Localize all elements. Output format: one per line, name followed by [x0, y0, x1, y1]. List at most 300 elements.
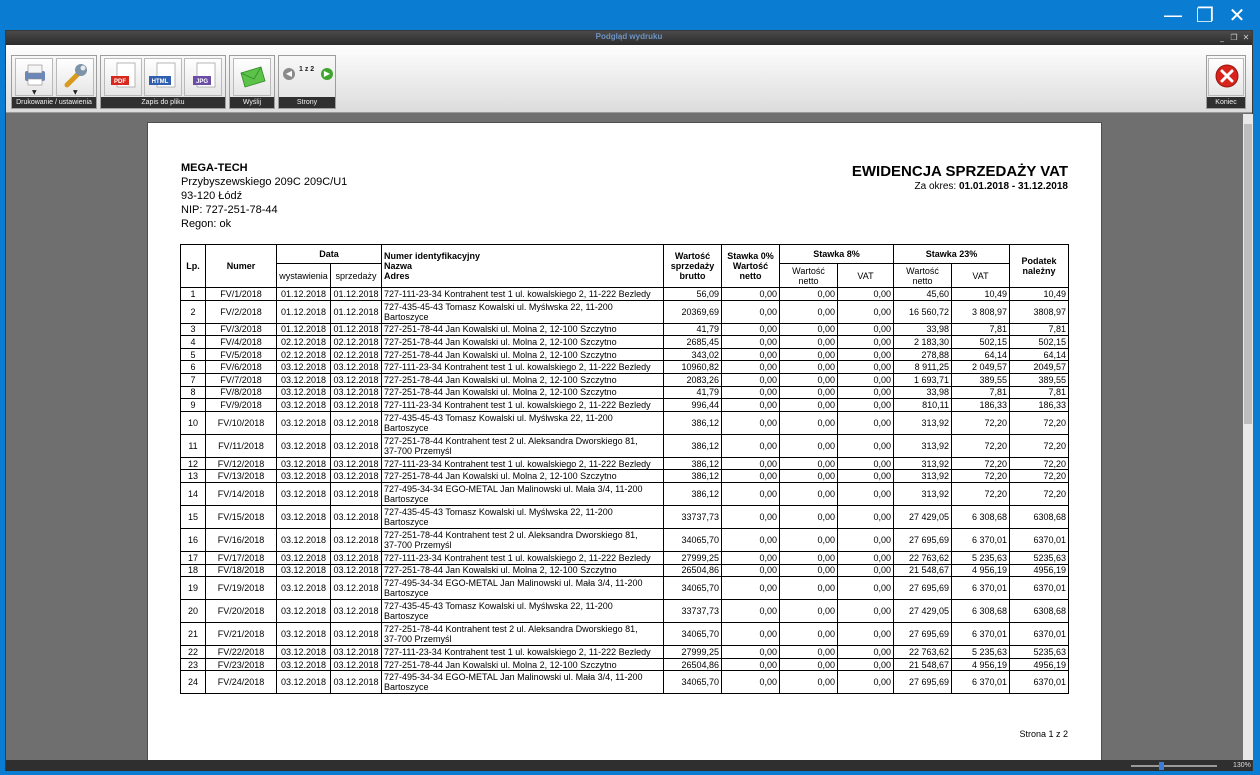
table-row — [181, 658, 1069, 671]
row-podatek: 72,20 — [1010, 434, 1069, 457]
row-brutto: 33737,73 — [664, 505, 722, 528]
row-podatek: 7,81 — [1010, 386, 1069, 399]
row-vat-23: 72,20 — [952, 482, 1010, 505]
row-stawka-0: 0,00 — [722, 482, 780, 505]
row-kontrahent — [382, 505, 664, 528]
row-kontrahent-line2: 37-700 Przemyśl — [384, 634, 452, 645]
row-vat-23: 4 956,19 — [952, 564, 1010, 577]
row-brutto: 386,12 — [664, 411, 722, 434]
row-kontrahent-line2: Bartoszyce — [384, 682, 429, 693]
send-button[interactable] — [233, 58, 271, 96]
row-stawka-0: 0,00 — [722, 564, 780, 577]
row-brutto: 27999,25 — [664, 551, 722, 564]
exit-button[interactable] — [1208, 58, 1244, 96]
row-stawka-0: 0,00 — [722, 577, 780, 600]
vertical-scroll-thumb[interactable] — [1244, 124, 1252, 424]
col-podatek-line2: należny — [1022, 266, 1056, 276]
table-row — [181, 457, 1069, 470]
col-vat-8: VAT — [838, 264, 894, 288]
row-kontrahent-line1: 727-251-78-44 Jan Kowalski ul. Molna 2, 12-100 Szczytno — [384, 387, 617, 398]
row-kontrahent-line1: 727-251-78-44 Jan Kowalski ul. Molna 2, 12-100 Szczytno — [384, 471, 617, 482]
row-stawka-0: 0,00 — [722, 457, 780, 470]
company-regon: Regon: ok — [181, 218, 232, 230]
row-kontrahent-line1: 727-111-23-34 Kontrahent test 1 ul. kowalskiego 2, 11-222 Bezledy — [384, 362, 651, 373]
save-to-file-caption: Zapis do pliku — [101, 97, 225, 108]
row-stawka-0: 0,00 — [722, 288, 780, 301]
row-netto-23: 313,92 — [894, 434, 952, 457]
row-lp: 20 — [181, 600, 206, 623]
row-netto-8: 0,00 — [780, 288, 838, 301]
table-row — [181, 528, 1069, 551]
row-podatek: 6370,01 — [1010, 671, 1069, 694]
row-brutto: 2685,45 — [664, 336, 722, 349]
os-restore-button[interactable]: ❐ — [1196, 3, 1214, 27]
row-kontrahent-line2: 37-700 Przemyśl — [384, 445, 452, 456]
row-lp: 8 — [181, 386, 206, 399]
row-vat-23: 502,15 — [952, 336, 1010, 349]
pages-caption: Strony — [279, 97, 335, 108]
row-kontrahent-line1: 727-251-78-44 Jan Kowalski ul. Molna 2, 12-100 Szczytno — [384, 374, 617, 385]
row-lp: 10 — [181, 411, 206, 434]
window-close-button[interactable]: ✕ — [1242, 33, 1250, 42]
row-sprzedazy: 03.12.2018 — [331, 399, 382, 412]
row-wystawienia: 03.12.2018 — [277, 457, 331, 470]
row-podatek: 389,55 — [1010, 373, 1069, 386]
row-numer: FV/12/2018 — [206, 457, 277, 470]
col-nazwa-label: Nazwa — [384, 261, 413, 271]
row-kontrahent-line2: Bartoszyce — [384, 422, 429, 433]
row-wystawienia: 03.12.2018 — [277, 658, 331, 671]
pdf-file-icon — [105, 59, 143, 93]
row-vat-8: 0,00 — [838, 623, 894, 646]
table-row — [181, 646, 1069, 659]
row-kontrahent — [382, 600, 664, 623]
row-lp: 1 — [181, 288, 206, 301]
row-numer: FV/5/2018 — [206, 348, 277, 361]
col-stawka-0-line1: Stawka 0% — [727, 251, 774, 261]
print-dropdown-icon[interactable]: ▼ — [32, 89, 37, 96]
save-jpg-button[interactable] — [184, 58, 222, 96]
row-wystawienia: 03.12.2018 — [277, 411, 331, 434]
row-kontrahent-line2: Bartoszyce — [384, 588, 429, 599]
row-podatek: 6308,68 — [1010, 505, 1069, 528]
col-data: Data — [277, 245, 382, 264]
row-lp: 16 — [181, 528, 206, 551]
save-pdf-button[interactable] — [104, 58, 142, 96]
row-wystawienia: 03.12.2018 — [277, 646, 331, 659]
col-netto-8-line1: Wartość — [792, 265, 825, 276]
row-brutto: 34065,70 — [664, 671, 722, 694]
company-name: MEGA-TECH — [181, 162, 248, 174]
row-kontrahent — [382, 646, 664, 659]
row-netto-23: 1 693,71 — [894, 373, 952, 386]
row-netto-8: 0,00 — [780, 671, 838, 694]
row-stawka-0: 0,00 — [722, 386, 780, 399]
row-kontrahent-line1: 727-111-23-34 Kontrahent test 1 ul. kowalskiego 2, 11-222 Bezledy — [384, 552, 651, 563]
print-settings-caption: Drukowanie / ustawienia — [12, 97, 96, 108]
row-sprzedazy: 03.12.2018 — [331, 658, 382, 671]
row-sprzedazy: 03.12.2018 — [331, 457, 382, 470]
table-row — [181, 386, 1069, 399]
row-vat-8: 0,00 — [838, 300, 894, 323]
table-row — [181, 564, 1069, 577]
window-title: Podgląd wydruku — [595, 32, 663, 41]
row-vat-23: 5 235,63 — [952, 551, 1010, 564]
row-lp: 17 — [181, 551, 206, 564]
row-lp: 22 — [181, 646, 206, 659]
report-period — [915, 181, 1069, 192]
row-vat-8: 0,00 — [838, 361, 894, 374]
col-podatek-line1: Podatek — [1021, 256, 1057, 266]
row-sprzedazy: 03.12.2018 — [331, 528, 382, 551]
row-brutto: 343,02 — [664, 348, 722, 361]
period-label: Za okres: — [914, 181, 957, 192]
row-kontrahent — [382, 288, 664, 301]
row-sprzedazy: 03.12.2018 — [331, 470, 382, 483]
window-restore-button[interactable]: ❐ — [1230, 33, 1238, 42]
col-lp: Lp. — [181, 245, 206, 288]
row-brutto: 41,79 — [664, 323, 722, 336]
row-podatek: 4956,19 — [1010, 658, 1069, 671]
row-sprzedazy: 01.12.2018 — [331, 323, 382, 336]
svg-text:HTML: HTML — [151, 79, 169, 85]
close-circle-icon — [1209, 59, 1245, 93]
row-numer: FV/14/2018 — [206, 482, 277, 505]
row-stawka-0: 0,00 — [722, 671, 780, 694]
row-stawka-0: 0,00 — [722, 623, 780, 646]
row-wystawienia: 01.12.2018 — [277, 300, 331, 323]
row-kontrahent-line1: 727-251-78-44 Jan Kowalski ul. Molna 2, 12-100 Szczytno — [384, 324, 617, 335]
row-wystawienia: 02.12.2018 — [277, 348, 331, 361]
os-minimize-button[interactable]: — — [1163, 3, 1183, 27]
col-brutto-line2: sprzedaży — [670, 261, 715, 271]
row-kontrahent-line2: Bartoszyce — [384, 311, 429, 322]
zoom-slider-handle[interactable] — [1159, 762, 1164, 770]
table-row — [181, 577, 1069, 600]
row-wystawienia: 03.12.2018 — [277, 399, 331, 412]
row-wystawienia: 03.12.2018 — [277, 528, 331, 551]
col-kontrahent — [382, 245, 664, 288]
row-vat-8: 0,00 — [838, 386, 894, 399]
row-stawka-0: 0,00 — [722, 323, 780, 336]
row-brutto: 2083,26 — [664, 373, 722, 386]
row-kontrahent-line1: 727-251-78-44 Jan Kowalski ul. Molna 2, 12-100 Szczytno — [384, 336, 617, 347]
row-netto-8: 0,00 — [780, 386, 838, 399]
row-kontrahent — [382, 434, 664, 457]
row-vat-8: 0,00 — [838, 564, 894, 577]
row-vat-8: 0,00 — [838, 399, 894, 412]
row-sprzedazy: 01.12.2018 — [331, 300, 382, 323]
row-lp: 13 — [181, 470, 206, 483]
row-lp: 12 — [181, 457, 206, 470]
row-vat-23: 186,33 — [952, 399, 1010, 412]
row-podatek: 64,14 — [1010, 348, 1069, 361]
row-netto-8: 0,00 — [780, 373, 838, 386]
row-wystawienia: 03.12.2018 — [277, 623, 331, 646]
row-vat-23: 6 308,68 — [952, 600, 1010, 623]
row-numer: FV/13/2018 — [206, 470, 277, 483]
previous-page-button[interactable]: ◀ — [283, 68, 295, 80]
row-kontrahent-line1: 727-495-34-34 EGO-METAL Jan Malinowski ul. Mała 3/4, 11-200 — [384, 672, 643, 683]
row-kontrahent-line1: 727-251-78-44 Kontrahent test 2 ul. Aleksandra Dworskiego 81, — [384, 529, 638, 540]
row-numer: FV/21/2018 — [206, 623, 277, 646]
row-vat-8: 0,00 — [838, 373, 894, 386]
row-netto-8: 0,00 — [780, 646, 838, 659]
row-podatek: 6308,68 — [1010, 600, 1069, 623]
row-podatek: 6370,01 — [1010, 577, 1069, 600]
row-podatek: 10,49 — [1010, 288, 1069, 301]
row-vat-8: 0,00 — [838, 505, 894, 528]
exit-caption: Koniec — [1207, 97, 1245, 108]
row-netto-8: 0,00 — [780, 505, 838, 528]
row-lp: 5 — [181, 348, 206, 361]
row-sprzedazy: 03.12.2018 — [331, 600, 382, 623]
table-row — [181, 505, 1069, 528]
settings-button[interactable] — [56, 58, 94, 96]
row-sprzedazy: 03.12.2018 — [331, 564, 382, 577]
row-netto-8: 0,00 — [780, 658, 838, 671]
col-brutto — [664, 245, 722, 288]
row-kontrahent-line1: 727-251-78-44 Jan Kowalski ul. Molna 2, 12-100 Szczytno — [384, 349, 617, 360]
row-kontrahent — [382, 470, 664, 483]
row-wystawienia: 03.12.2018 — [277, 482, 331, 505]
save-html-button[interactable] — [144, 58, 182, 96]
row-sprzedazy: 03.12.2018 — [331, 482, 382, 505]
settings-dropdown-icon[interactable]: ▼ — [73, 89, 78, 96]
row-vat-23: 6 370,01 — [952, 577, 1010, 600]
col-adres-label: Adres — [384, 271, 410, 281]
row-kontrahent — [382, 528, 664, 551]
row-lp: 11 — [181, 434, 206, 457]
row-netto-8: 0,00 — [780, 577, 838, 600]
row-sprzedazy: 03.12.2018 — [331, 434, 382, 457]
row-brutto: 10960,82 — [664, 361, 722, 374]
row-netto-23: 45,60 — [894, 288, 952, 301]
jpg-file-icon — [185, 59, 223, 93]
row-vat-8: 0,00 — [838, 658, 894, 671]
row-podatek: 6370,01 — [1010, 528, 1069, 551]
row-kontrahent-line1: 727-251-78-44 Jan Kowalski ul. Molna 2, 12-100 Szczytno — [384, 659, 617, 670]
table-row — [181, 411, 1069, 434]
row-netto-8: 0,00 — [780, 600, 838, 623]
row-wystawienia: 03.12.2018 — [277, 551, 331, 564]
row-kontrahent — [382, 658, 664, 671]
row-wystawienia: 03.12.2018 — [277, 505, 331, 528]
table-row — [181, 348, 1069, 361]
os-close-button[interactable]: ✕ — [1228, 3, 1246, 27]
vertical-scrollbar[interactable] — [1243, 114, 1253, 760]
row-vat-23: 72,20 — [952, 434, 1010, 457]
col-stawka-0 — [722, 245, 780, 288]
svg-text:JPG: JPG — [195, 79, 209, 85]
row-kontrahent — [382, 373, 664, 386]
row-netto-8: 0,00 — [780, 434, 838, 457]
row-kontrahent — [382, 623, 664, 646]
row-lp: 19 — [181, 577, 206, 600]
row-numer: FV/15/2018 — [206, 505, 277, 528]
row-wystawienia: 03.12.2018 — [277, 434, 331, 457]
row-numer: FV/3/2018 — [206, 323, 277, 336]
row-kontrahent — [382, 361, 664, 374]
table-row — [181, 361, 1069, 374]
pages-group — [278, 55, 336, 109]
row-brutto: 27999,25 — [664, 646, 722, 659]
row-brutto: 386,12 — [664, 457, 722, 470]
row-brutto: 386,12 — [664, 434, 722, 457]
sales-register-body — [181, 288, 1069, 694]
row-netto-23: 21 548,67 — [894, 564, 952, 577]
col-netto-23-line1: Wartość — [906, 265, 939, 276]
row-wystawienia: 01.12.2018 — [277, 323, 331, 336]
row-netto-23: 22 763,62 — [894, 551, 952, 564]
row-lp: 6 — [181, 361, 206, 374]
os-title-bar — [0, 0, 1260, 30]
print-button[interactable] — [15, 58, 53, 96]
row-netto-23: 313,92 — [894, 482, 952, 505]
row-netto-8: 0,00 — [780, 551, 838, 564]
row-kontrahent-line1: 727-435-45-43 Tomasz Kowalski ul. Myślwska 22, 11-200 — [384, 412, 613, 423]
row-stawka-0: 0,00 — [722, 505, 780, 528]
row-vat-23: 5 235,63 — [952, 646, 1010, 659]
row-netto-8: 0,00 — [780, 411, 838, 434]
row-numer: FV/4/2018 — [206, 336, 277, 349]
print-settings-group — [11, 55, 97, 109]
row-kontrahent — [382, 551, 664, 564]
row-sprzedazy: 03.12.2018 — [331, 505, 382, 528]
period-to: 31.12.2018 — [1017, 181, 1068, 192]
row-vat-8: 0,00 — [838, 551, 894, 564]
next-page-button[interactable]: ▶ — [321, 68, 333, 80]
row-numer: FV/9/2018 — [206, 399, 277, 412]
row-netto-23: 27 695,69 — [894, 528, 952, 551]
company-nip: NIP: 727-251-78-44 — [181, 204, 278, 216]
row-podatek: 502,15 — [1010, 336, 1069, 349]
row-kontrahent-line1: 727-435-45-43 Tomasz Kowalski ul. Myślwska 22, 11-200 — [384, 506, 613, 517]
col-brutto-line3: brutto — [679, 271, 706, 281]
row-netto-8: 0,00 — [780, 564, 838, 577]
row-numer: FV/17/2018 — [206, 551, 277, 564]
window-minimize-button[interactable]: _ — [1220, 33, 1224, 42]
window-title-bar — [6, 31, 1252, 45]
row-numer: FV/23/2018 — [206, 658, 277, 671]
row-kontrahent — [382, 671, 664, 694]
row-brutto: 26504,86 — [664, 564, 722, 577]
row-vat-23: 6 370,01 — [952, 623, 1010, 646]
row-vat-23: 6 370,01 — [952, 671, 1010, 694]
row-netto-23: 27 695,69 — [894, 577, 952, 600]
row-sprzedazy: 01.12.2018 — [331, 288, 382, 301]
row-numer: FV/1/2018 — [206, 288, 277, 301]
row-wystawienia: 03.12.2018 — [277, 600, 331, 623]
row-sprzedazy: 03.12.2018 — [331, 646, 382, 659]
row-vat-8: 0,00 — [838, 470, 894, 483]
row-netto-23: 313,92 — [894, 457, 952, 470]
row-vat-23: 72,20 — [952, 470, 1010, 483]
row-netto-23: 313,92 — [894, 470, 952, 483]
row-kontrahent — [382, 411, 664, 434]
col-vat-23: VAT — [952, 264, 1010, 288]
row-wystawienia: 03.12.2018 — [277, 577, 331, 600]
row-vat-8: 0,00 — [838, 336, 894, 349]
row-netto-8: 0,00 — [780, 528, 838, 551]
table-row — [181, 671, 1069, 694]
row-kontrahent-line1: 727-435-45-43 Tomasz Kowalski ul. Myślwska 22, 11-200 — [384, 301, 613, 312]
row-podatek: 186,33 — [1010, 399, 1069, 412]
row-podatek: 3808,97 — [1010, 300, 1069, 323]
col-netto-8 — [780, 264, 838, 288]
col-stawka-0-line2: Wartość — [732, 261, 769, 271]
row-vat-23: 3 808,97 — [952, 300, 1010, 323]
table-row — [181, 551, 1069, 564]
row-podatek: 7,81 — [1010, 323, 1069, 336]
row-stawka-0: 0,00 — [722, 399, 780, 412]
col-stawka-0-line3: netto — [739, 271, 762, 281]
row-brutto: 34065,70 — [664, 528, 722, 551]
row-numer: FV/2/2018 — [206, 300, 277, 323]
row-vat-23: 2 049,57 — [952, 361, 1010, 374]
row-podatek: 4956,19 — [1010, 564, 1069, 577]
row-kontrahent-line1: 727-251-78-44 Kontrahent test 2 ul. Aleksandra Dworskiego 81, — [384, 624, 638, 635]
row-stawka-0: 0,00 — [722, 361, 780, 374]
row-numer: FV/7/2018 — [206, 373, 277, 386]
table-row — [181, 399, 1069, 412]
row-wystawienia: 03.12.2018 — [277, 386, 331, 399]
row-netto-8: 0,00 — [780, 457, 838, 470]
row-kontrahent-line2: Bartoszyce — [384, 611, 429, 622]
table-row — [181, 434, 1069, 457]
row-vat-23: 10,49 — [952, 288, 1010, 301]
row-vat-23: 72,20 — [952, 411, 1010, 434]
preview-area[interactable] — [6, 114, 1242, 760]
row-netto-8: 0,00 — [780, 470, 838, 483]
row-podatek: 72,20 — [1010, 457, 1069, 470]
col-netto-8-line2: netto — [798, 275, 819, 286]
period-from: 01.01.2018 — [958, 181, 1010, 192]
company-city: 93-120 Łódź — [181, 190, 243, 202]
row-kontrahent-line1: 727-111-23-34 Kontrahent test 1 ul. kowalskiego 2, 11-222 Bezledy — [384, 288, 651, 299]
row-lp: 7 — [181, 373, 206, 386]
row-brutto: 386,12 — [664, 482, 722, 505]
row-podatek: 72,20 — [1010, 482, 1069, 505]
row-brutto: 34065,70 — [664, 623, 722, 646]
row-kontrahent-line1: 727-495-34-34 EGO-METAL Jan Malinowski ul. Mała 3/4, 11-200 — [384, 578, 643, 589]
col-wystawienia: wystawienia — [277, 264, 331, 288]
row-kontrahent — [382, 577, 664, 600]
row-netto-8: 0,00 — [780, 323, 838, 336]
row-kontrahent — [382, 457, 664, 470]
row-lp: 9 — [181, 399, 206, 412]
row-vat-8: 0,00 — [838, 482, 894, 505]
row-sprzedazy: 03.12.2018 — [331, 386, 382, 399]
zoom-slider[interactable] — [1131, 765, 1217, 767]
row-numer: FV/20/2018 — [206, 600, 277, 623]
row-kontrahent-line1: 727-111-23-34 Kontrahent test 1 ul. kowalskiego 2, 11-222 Bezledy — [384, 458, 651, 469]
row-vat-23: 6 370,01 — [952, 528, 1010, 551]
col-numer: Numer — [206, 245, 277, 288]
printer-icon — [16, 59, 54, 93]
row-netto-23: 16 560,72 — [894, 300, 952, 323]
row-wystawienia: 03.12.2018 — [277, 470, 331, 483]
row-wystawienia: 01.12.2018 — [277, 288, 331, 301]
row-vat-23: 6 308,68 — [952, 505, 1010, 528]
row-wystawienia: 03.12.2018 — [277, 564, 331, 577]
row-podatek: 5235,63 — [1010, 551, 1069, 564]
row-netto-23: 278,88 — [894, 348, 952, 361]
wrench-icon — [57, 59, 95, 93]
row-netto-8: 0,00 — [780, 399, 838, 412]
row-brutto: 996,44 — [664, 399, 722, 412]
row-kontrahent-line2: Bartoszyce — [384, 493, 429, 504]
